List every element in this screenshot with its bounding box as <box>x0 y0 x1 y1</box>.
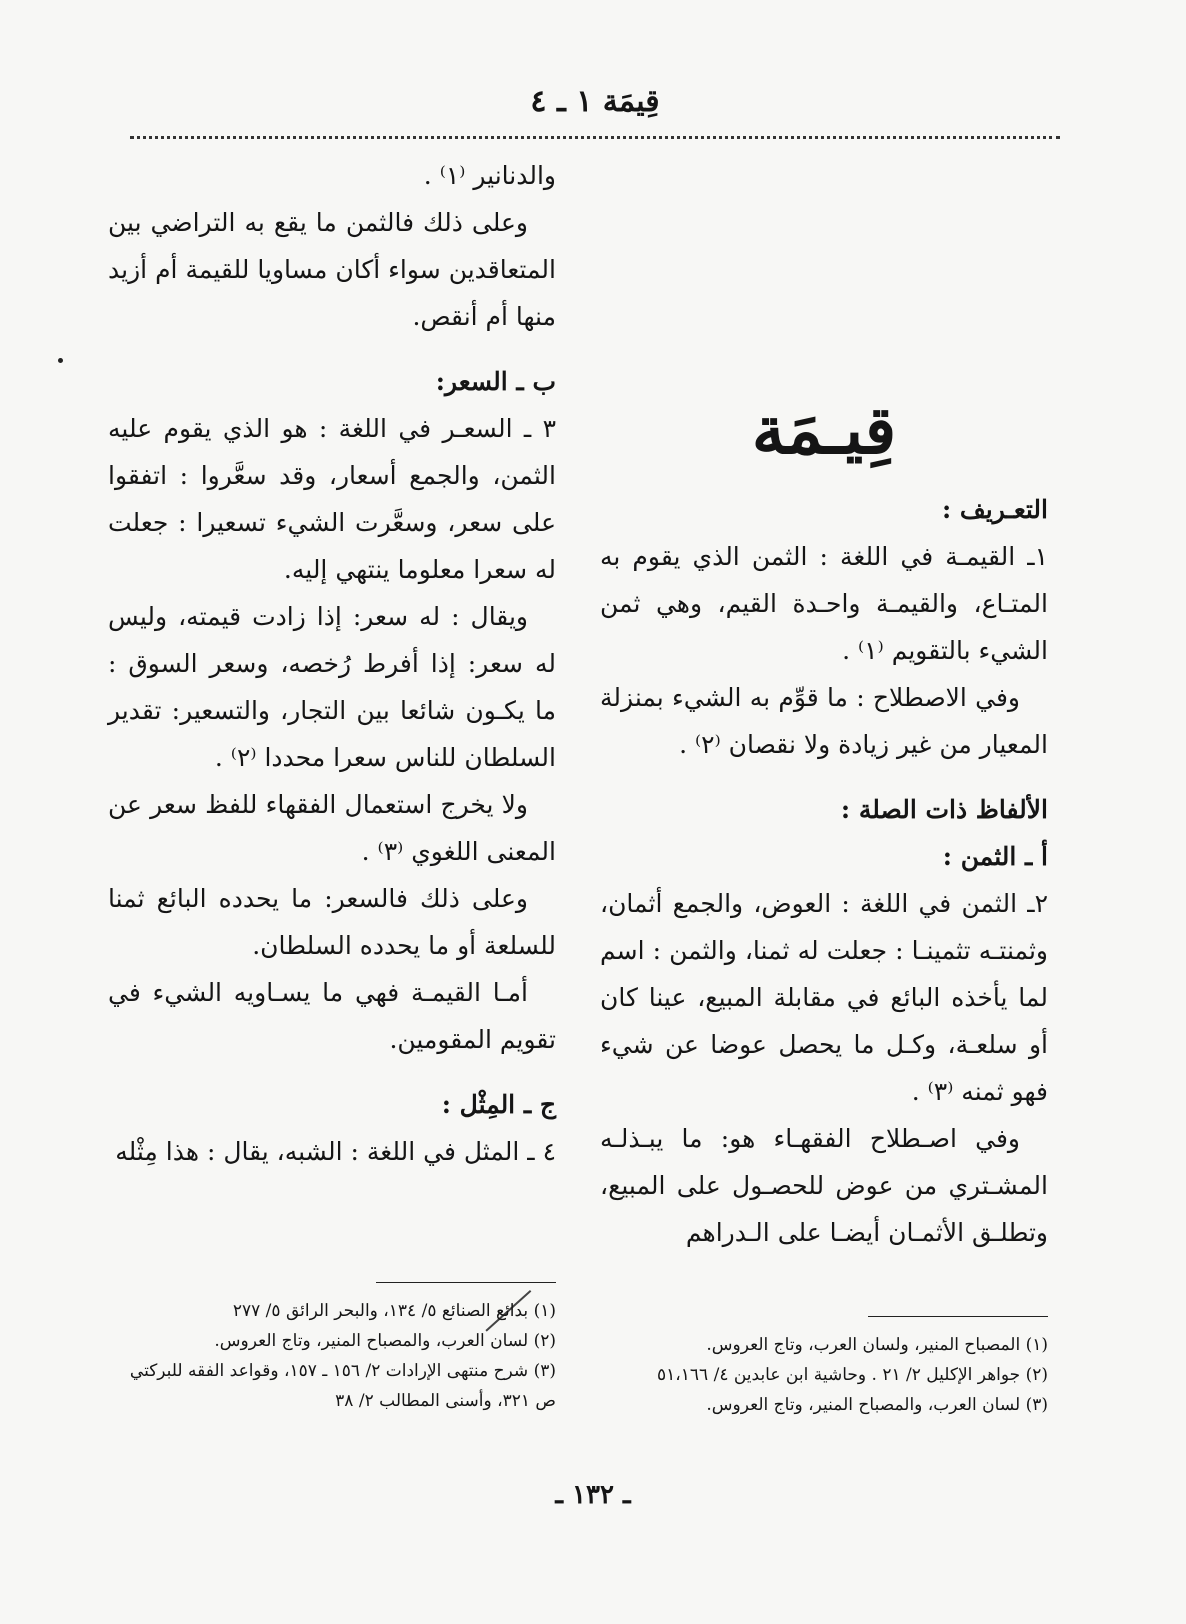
footnote-rule-left <box>376 1282 556 1283</box>
paragraph: وفي الاصطلاح : ما قوِّم به الشيء بمنزلة المعيار من غير زيادة ولا نقصان ⁽٢⁾ . <box>600 683 1048 759</box>
section-heading: ب ـ السعر: <box>435 367 556 396</box>
footnote: (١) بدائع الصنائع ٥/ ١٣٤، والبحر الرائق ٥/ ٢٧٧ <box>232 1301 556 1321</box>
right-column <box>600 152 1048 1256</box>
paragraph: والدنانير ⁽١⁾ . <box>423 161 556 190</box>
paragraph: ٤ ـ المثل في اللغة : الشبه، يقال : هذا مِثْله <box>115 1137 556 1166</box>
paragraph: ١ـ القيمـة في اللغة : الثمن الذي يقوم به المتـاع، والقيمـة واحـدة القيم، وهي ثمن الشيء بالتقويم ⁽١⁾ . <box>600 542 1048 665</box>
paragraph: وفي اصـطلاح الفقهـاء هو: ما يبـذلـه المشـتري من عوض للحصـول على المبيع، وتطلـق الأثمـان أيضـا على الـدراهم <box>600 1124 1048 1247</box>
footnote: (٢) لسان العرب، والمصباح المنير، وتاج العروس. <box>214 1331 556 1351</box>
header-dotted-rule <box>130 136 1060 139</box>
paragraph: وعلى ذلك فالسعر: ما يحدده البائع ثمنا للسلعة أو ما يحدده السلطان. <box>108 884 556 960</box>
footnote: (٣) شرح منتهى الإرادات ٢/ ١٥٦ ـ ١٥٧، وقواعد الفقه للبركتي ص ٣٢١، وأسنى المطالب ٢/ ٣٨ <box>129 1361 556 1411</box>
page-number: ـ ١٣٢ ـ <box>555 1480 631 1510</box>
paragraph: ويقال : له سعر: إذا زادت قيمته، وليس له سعر: إذا أفرط رُخصه، وسعر السوق : ما يكـون شائعا بين التجار، والتسعير: تقدير السلطان للناس سعرا محددا ⁽٢⁾ . <box>108 602 556 772</box>
paragraph-gap <box>600 768 1048 786</box>
paragraph: ولا يخرج استعمال الفقهاء للفظ سعر عن المعنى اللغوي ⁽٣⁾ . <box>108 790 556 866</box>
footnotes-right <box>600 1330 1048 1420</box>
section-heading: أ ـ الثمن : <box>942 842 1048 871</box>
left-column <box>108 152 556 1175</box>
paragraph-gap <box>108 340 556 358</box>
entry-title: قِيـمَة <box>751 391 897 469</box>
paragraph: ٣ ـ السعـر في اللغة : هو الذي يقوم عليه الثمن، والجمع أسعار، وقد سعَّروا : اتفقوا على سعر، وسعَّرت الشيء تسعيرا : جعلت له سعرا معلوما ينتهي إليه. <box>108 414 556 584</box>
paragraph-gap <box>108 1063 556 1081</box>
margin-dot <box>58 358 63 363</box>
paragraph: وعلى ذلك فالثمن ما يقع به التراضي بين المتعاقدين سواء أكان مساويا للقيمة أم أزيد منها أم أنقص. <box>108 208 556 331</box>
footnote-rule-right <box>868 1316 1048 1317</box>
paragraph: ٢ـ الثمن في اللغة : العوض، والجمع أثمان، وثمنتـه تثمينـا : جعلت له ثمنا، والثمن : اسم لما يأخذه البائع في مقابلة المبيع، عينا كان أو سلعـة، وكـل ما يحصل عوضا عن شيء فهو ثمنه ⁽٣⁾ . <box>600 889 1048 1106</box>
running-header: قِيمَة ١ ـ ٤ <box>530 84 660 119</box>
footnote: (٣) لسان العرب، والمصباح المنير، وتاج العروس. <box>706 1395 1048 1415</box>
section-heading: التعـريف : <box>941 495 1048 524</box>
footnote: (٢) جواهر الإكليل ٢/ ٢١ . وحاشية ابن عابدين ٤/ ٥١،١٦٦ <box>657 1365 1048 1385</box>
footnote: (١) المصباح المنير، ولسان العرب، وتاج العروس. <box>706 1335 1048 1355</box>
paragraph: أمـا القيمـة فهي ما يسـاويه الشيء في تقويم المقومين. <box>108 978 556 1054</box>
section-heading: ج ـ المِثْل : <box>441 1090 556 1119</box>
section-heading: الألفاظ ذات الصلة : <box>840 795 1048 824</box>
footnotes-left <box>108 1296 556 1416</box>
